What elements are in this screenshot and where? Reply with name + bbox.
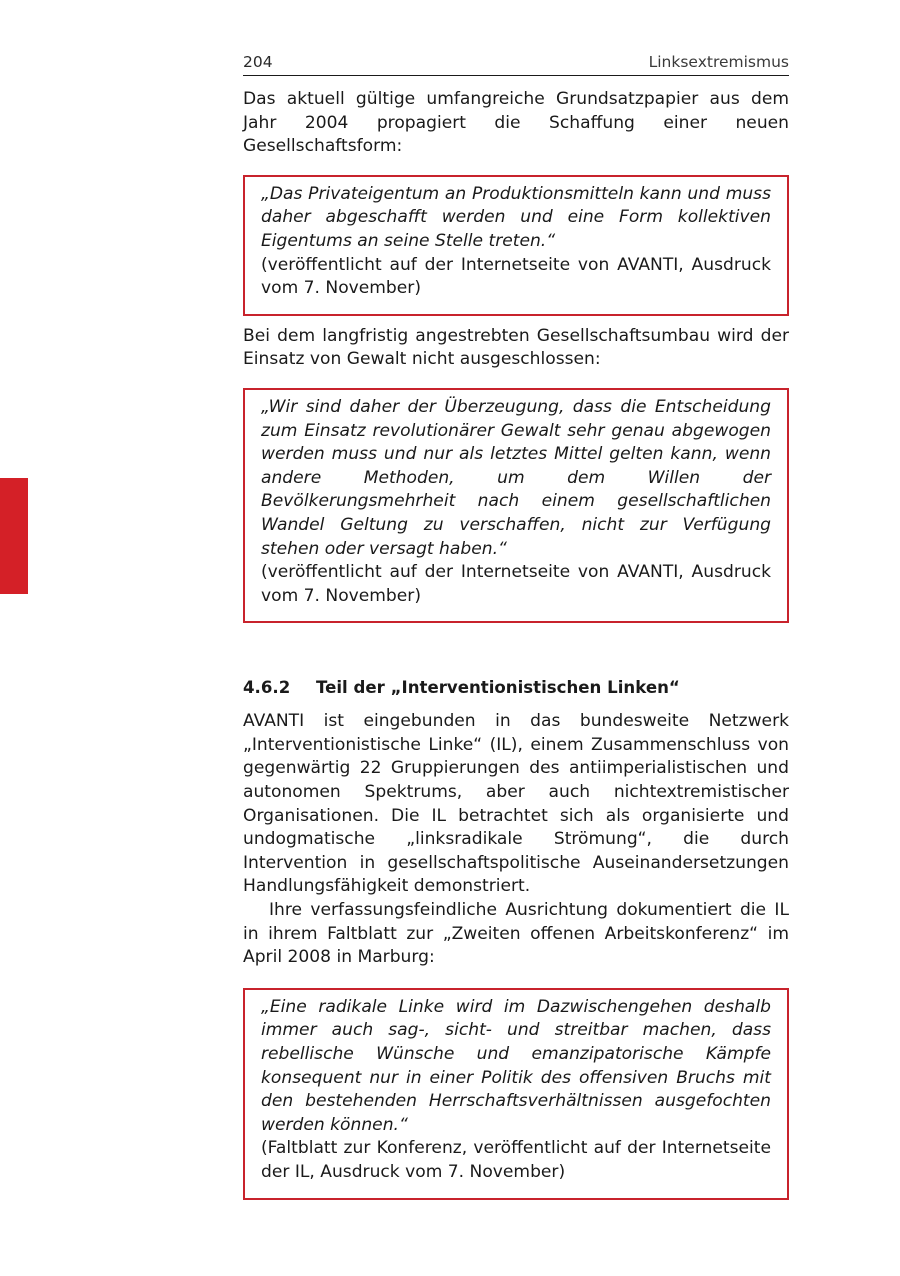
quote-box-1	[243, 175, 789, 316]
running-header	[243, 52, 789, 76]
quote-2-source: (veröffentlicht auf der Internetseite von AVANTI, Ausdruck vom 7. November)	[261, 562, 771, 606]
quote-2-text: „Wir sind daher der Überzeugung, dass die Entscheidung zum Einsatz revolutionärer Gewalt sehr genau abgewogen werden muss und nur als letztes Mittel gelten kann, wenn andere Methoden, um dem Willen der Bevölkerungsmehrheit nach einem gesellschaftlichen Wandel Geltung zu verschaffen, nicht zur Verfügung stehen oder versagt haben.“	[261, 396, 771, 559]
page-number: 204	[243, 53, 273, 71]
running-title: Linksextremismus	[648, 53, 789, 71]
quote-3-source: (Faltblatt zur Konferenz, veröffentlicht auf der Internetseite der IL, Ausdruck vom 7. November)	[261, 1138, 771, 1182]
quote-box-2	[243, 388, 789, 623]
section-heading	[243, 677, 789, 699]
intro-paragraph: Das aktuell gültige umfangreiche Grundsatzpapier aus dem Jahr 2004 propagiert die Schaffung einer neuen Gesellschaftsform:	[243, 89, 789, 157]
paragraph-2: Bei dem langfristig angestrebten Gesellschaftsumbau wird der Einsatz von Gewalt nicht ausgeschlossen:	[243, 325, 789, 370]
section-number: 4.6.2	[243, 678, 291, 698]
quote-3-text: „Eine radikale Linke wird im Dazwischengehen deshalb immer auch sag-, sicht- und streitbar machen, dass rebellische Wünsche und emanzipatorische Kämpfe konsequent nur in einer Politik des offensiven Bruchs mit den bestehenden Herrschaftsverhältnissen ausgefochten werden können.“	[261, 996, 771, 1135]
quote-1-source: (veröffentlicht auf der Internetseite von AVANTI, Ausdruck vom 7. November)	[261, 254, 771, 299]
chapter-marker-tab	[0, 478, 28, 594]
paragraph-4: Ihre verfassungsfeindliche Ausrichtung dokumentiert die IL in ihrem Faltblatt zur „Zweiten offenen Arbeitskonferenz“ im April 2008 in Marburg:	[243, 900, 789, 968]
section-title: Teil der „Interventionistischen Linken“	[316, 678, 680, 698]
quote-box-3	[243, 988, 789, 1200]
page-content	[243, 52, 789, 1200]
paragraph-3: AVANTI ist eingebunden in das bundesweite Netzwerk „Interventionistische Linke“ (IL), einem Zusammenschluss von gegenwärtig 22 Gruppierungen des antiimperialistischen und autonomen Spektrums, aber auch nichtextremistischer Organisationen. Die IL betrachtet sich als organisierte und undogmatische „linksradikale Strömung“, die durch Intervention in gesellschaftspolitische Auseinandersetzungen Handlungsfähigkeit demonstriert.	[243, 711, 789, 897]
quote-1-text: „Das Privateigentum an Produktionsmitteln kann und muss daher abgeschafft werden und eine Form kollektiven Eigentums an seine Stelle treten.“	[261, 183, 771, 251]
